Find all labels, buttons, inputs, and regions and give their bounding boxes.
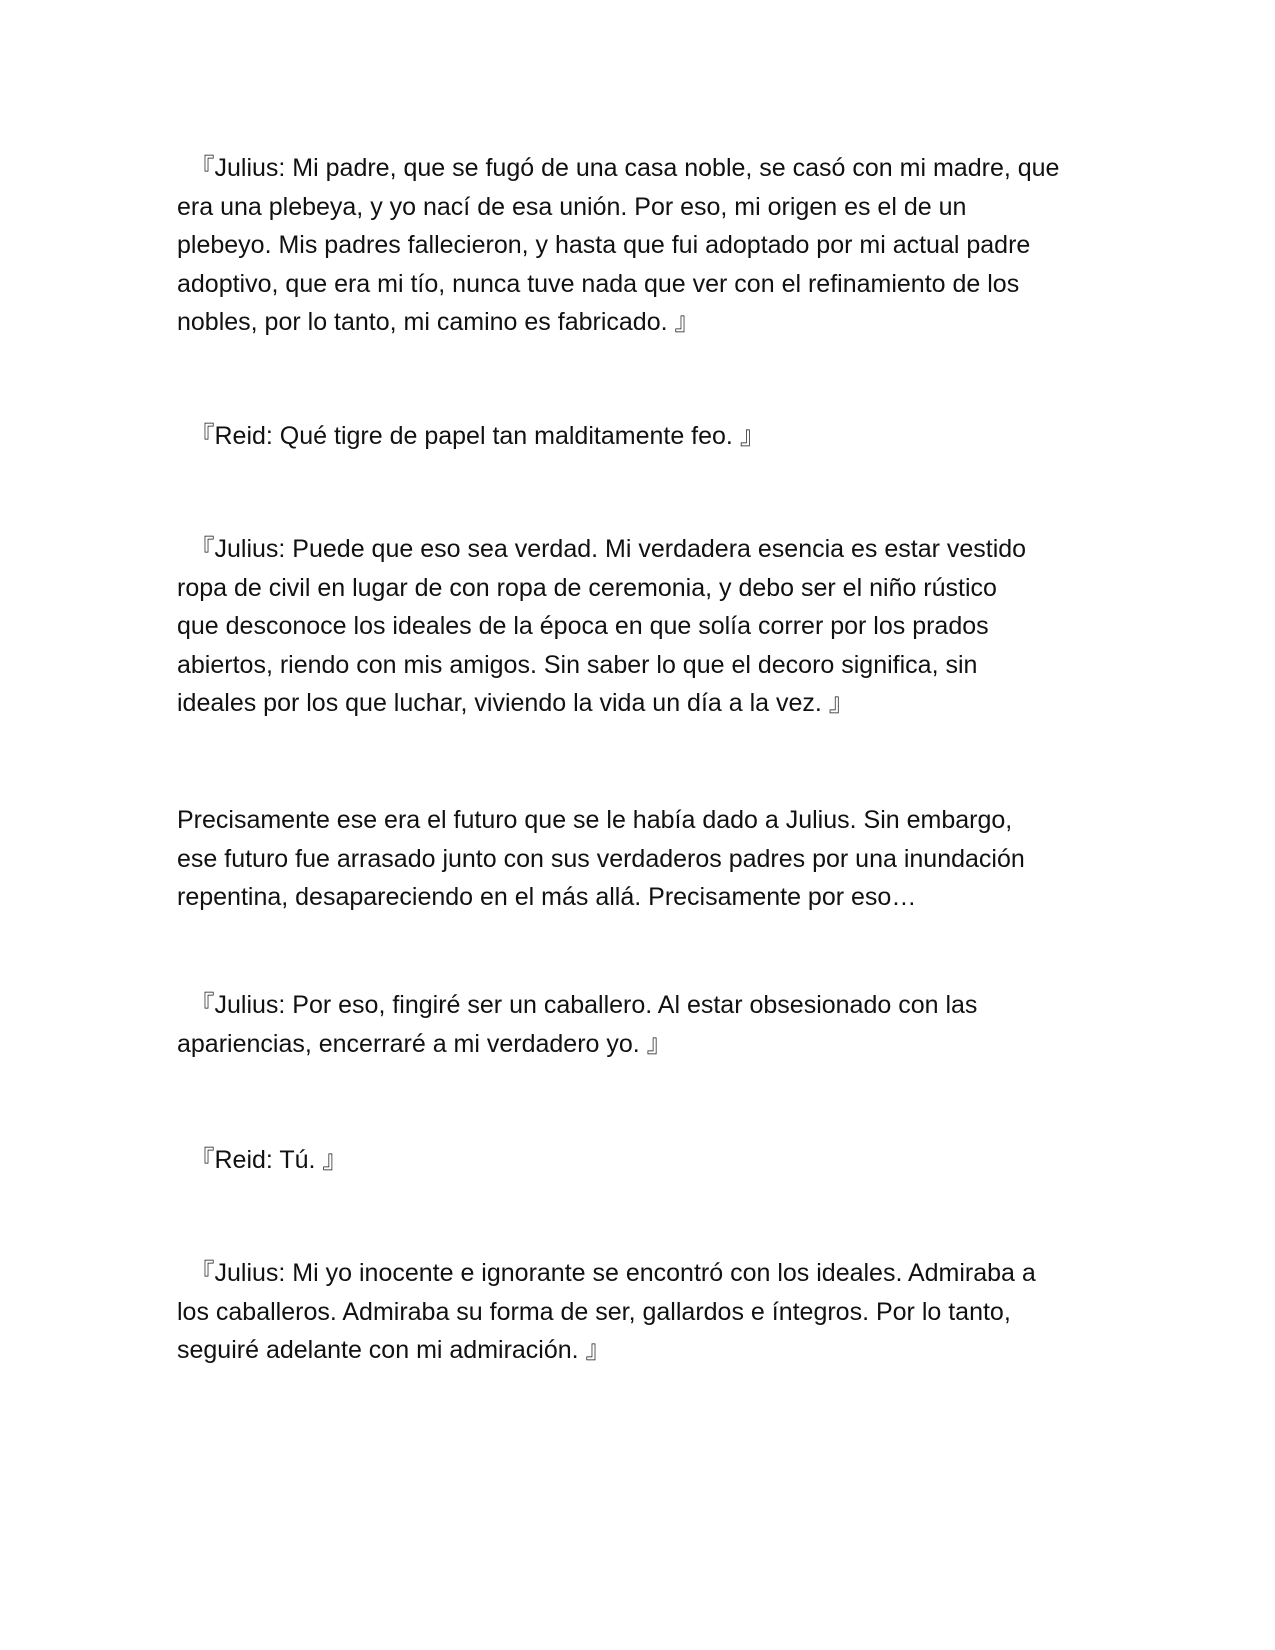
- paragraph-reid-you: 『Reid: Tú. 』: [177, 1146, 348, 1174]
- paragraph-julius-true-essence: 『Julius: Puede que eso sea verdad. Mi verdadera esencia es estar vestido ropa de civil en lugar de con ropa de ceremonia, y debo ser el niño rústico que desconoce los ideales de la época en que solía correr por los prados abiertos, riendo con mis amigos. Sin saber lo que el decoro significa, sin ideales por los que luchar, viviendo la vida un día a la vez. 』: [177, 535, 1027, 717]
- paragraph-julius-pretend-knight: 『Julius: Por eso, fingiré ser un caballero. Al estar obsesionado con las apariencias, encerraré a mi verdadero yo. 』: [177, 991, 978, 1058]
- paragraph-julius-admiration: 『Julius: Mi yo inocente e ignorante se encontró con los ideales. Admiraba a los caballeros. Admiraba su forma de ser, gallardos e íntegros. Por lo tanto, seguiré adelante con mi admiración. 』: [177, 1259, 1036, 1364]
- paragraph-julius-origin: 『Julius: Mi padre, que se fugó de una casa noble, se casó con mi madre, que era una plebeya, y yo nací de esa unión. Por eso, mi origen es el de un plebeyo. Mis padres fallecieron, y hasta que fui adoptado por mi actual padre adoptivo, que era mi tío, nunca tuve nada que ver con el refinamiento de los nobles, por lo tanto, mi camino es fabricado. 』: [177, 154, 1060, 336]
- paragraph-reid-paper-tiger: 『Reid: Qué tigre de papel tan malditamente feo. 』: [177, 422, 765, 450]
- paragraph-narration-future: Precisamente ese era el futuro que se le había dado a Julius. Sin embargo, ese futuro fue arrasado junto con sus verdaderos padres por una inundación repentina, desapareciendo en el más allá. Precisamente por eso…: [177, 806, 1025, 911]
